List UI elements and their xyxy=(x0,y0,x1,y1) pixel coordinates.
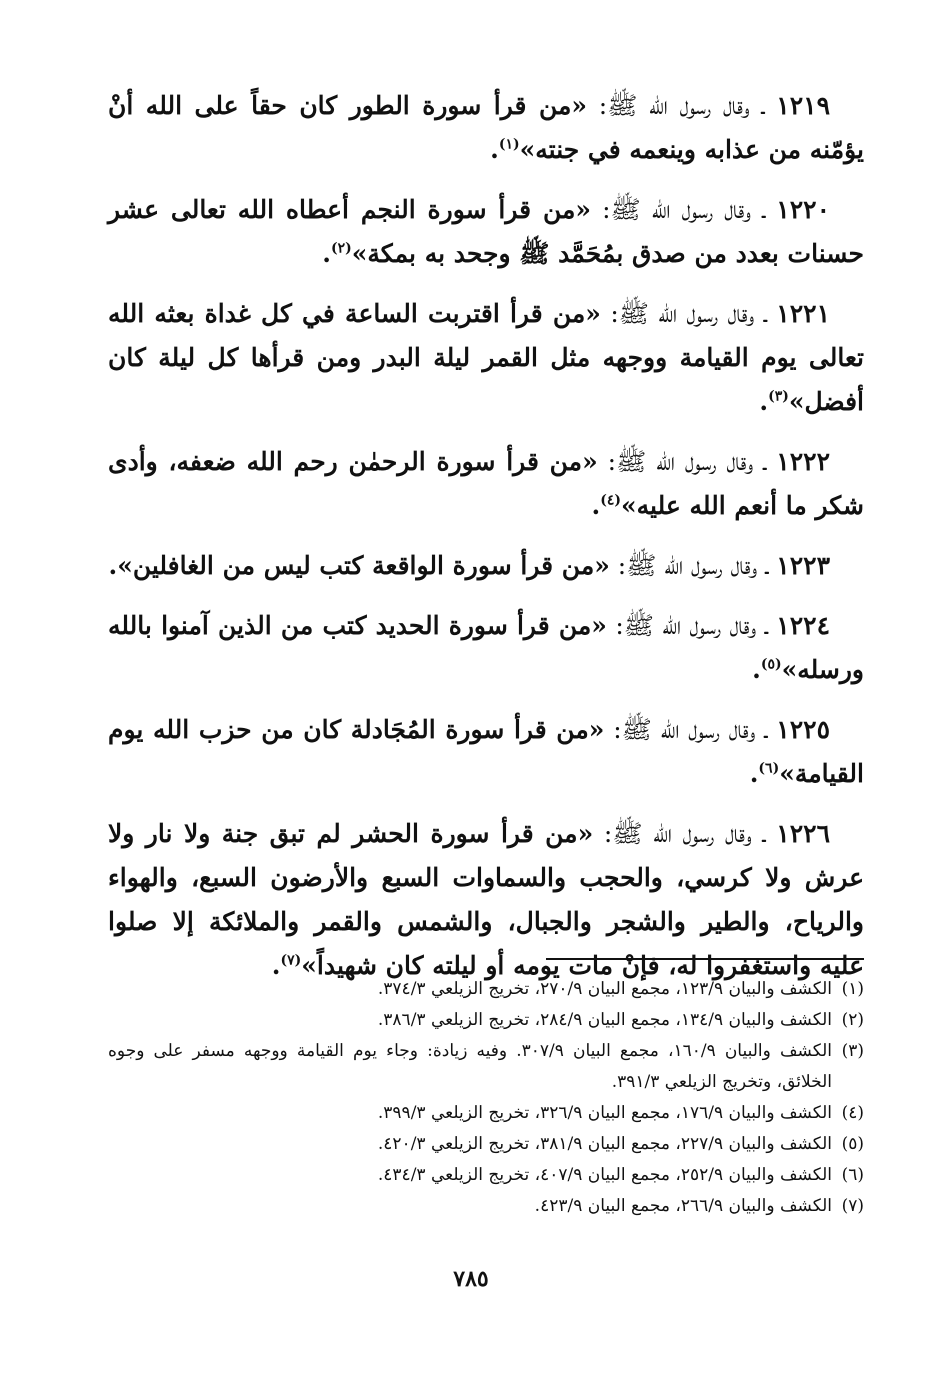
hadith-text: «من قرأ سورة الحشر لم تبق جنة ولا نار ولا عرش ولا كرسي، والحجب والسماوات السبع والأرضون السبع، والهواء والرياح، والطير والشجر والجبال، والشمس والقمر والملائكة إلا صلوا عليه واستغفروا له، فإنْ مات يومه أو ليلته كان شهيداً» xyxy=(108,819,864,980)
hadith-number: ١٢٢٢ xyxy=(776,447,830,476)
hadith-intro: ـ وقال رسول اللّه ﷺ: xyxy=(604,715,777,744)
hadith-end: . xyxy=(759,387,769,416)
footnote-text: الكشف والبيان ١٧٦/٩، مجمع البيان ٣٢٦/٩، تخريج الزيلعي ٣٩٩/٣. xyxy=(377,1103,832,1123)
footnote-reference: (٧) xyxy=(280,952,302,969)
footnote-text: الكشف والبيان ١٦٠/٩، مجمع البيان ٣٠٧/٩. وفيه زيادة: وجاء يوم القيامة ووجهه مسفر على وجوه الخلائق، وتخريج الزيلعي ٣٩١/٣. xyxy=(108,1041,833,1092)
hadith-intro: ـ وقال رسول اللّه ﷺ: xyxy=(609,551,777,580)
hadith-text: «من قرأ سورة النجم أعطاه الله تعالى عشر حسنات بعدد من صدق بمُحَمَّد ﷺ وجحد به بمكة» xyxy=(108,195,864,268)
hadith-intro: ـ وقال رسول اللّه ﷺ: xyxy=(600,299,777,328)
hadith-number: ١٢٢٠ xyxy=(776,195,831,224)
hadith-1225 xyxy=(108,708,864,796)
footnote-text: الكشف والبيان ٢٢٧/٩، مجمع البيان ٣٨١/٩، تخريج الزيلعي ٤٢٠/٣. xyxy=(377,1134,832,1154)
footnote-text: الكشف والبيان ٢٥٢/٩، مجمع البيان ٤٠٧/٩، تخريج الزيلعي ٤٣٤/٣. xyxy=(377,1165,832,1185)
footnote-number: (٤) xyxy=(841,1103,864,1123)
footnote-reference: (٣) xyxy=(768,388,789,405)
footnote xyxy=(108,1098,864,1129)
footnote xyxy=(108,1036,864,1098)
footnote-reference: (٤) xyxy=(600,492,622,509)
footnotes xyxy=(108,974,864,1222)
footnote xyxy=(108,1005,864,1036)
footnote-divider xyxy=(546,958,864,960)
hadith-1223 xyxy=(108,544,864,588)
footnote-reference: (٥) xyxy=(760,656,782,673)
hadith-end: . xyxy=(108,551,118,580)
hadith-text: «من قرأ سورة الرحمٰن رحم الله ضعفه، وأدى شكر ما أنعم الله عليه» xyxy=(108,447,864,520)
hadith-end: . xyxy=(271,951,281,980)
footnote-number: (٦) xyxy=(841,1165,864,1185)
footnote-number: (٣) xyxy=(841,1041,864,1061)
hadith-text: «من قرأ اقتربت الساعة في كل غداة بعثه الله تعالى يوم القيامة ووجهه مثل القمر ليلة البدر ومن قرأها كل ليلة كان أفضل» xyxy=(108,299,864,416)
hadith-1220 xyxy=(108,188,864,276)
hadith-text: «من قرأ سورة الواقعة كتب ليس من الغافلين» xyxy=(117,551,610,580)
hadith-number: ١٢١٩ xyxy=(776,91,830,120)
hadith-1226 xyxy=(108,812,864,988)
footnote-number: (٢) xyxy=(841,1010,864,1030)
hadith-end: . xyxy=(490,135,499,164)
footnote xyxy=(108,1191,864,1222)
footnote-text: الكشف والبيان ٢٦٦/٩، مجمع البيان ٤٢٣/٩. xyxy=(534,1196,832,1216)
footnote-number: (٥) xyxy=(841,1134,864,1154)
hadith-1221 xyxy=(108,292,864,424)
footnote-text: الكشف والبيان ١٣٤/٩، مجمع البيان ٢٨٤/٩، تخريج الزيلعي ٣٨٦/٣. xyxy=(377,1010,832,1030)
hadith-number: ١٢٢٥ xyxy=(776,715,830,744)
footnote-reference: (٢) xyxy=(330,240,352,257)
hadith-number: ١٢٢٤ xyxy=(776,611,830,640)
hadith-1219 xyxy=(108,84,864,172)
footnote-number: (١) xyxy=(841,979,864,999)
hadith-1224 xyxy=(108,604,864,692)
hadith-end: . xyxy=(322,239,331,268)
footnote-reference: (١) xyxy=(498,136,520,153)
hadith-end: . xyxy=(752,655,761,684)
hadith-intro: ـ وقال رسول اللّه ﷺ: xyxy=(597,447,777,476)
footnote-text: الكشف والبيان ١٢٣/٩، مجمع البيان ٢٧٠/٩، تخريج الزيلعي ٣٧٤/٣. xyxy=(377,979,832,999)
footnote xyxy=(108,1129,864,1160)
footnote xyxy=(108,974,864,1005)
hadith-intro: ـ وقال رسول اللّه ﷺ: xyxy=(593,819,777,848)
hadith-number: ١٢٢٦ xyxy=(776,819,830,848)
hadith-intro: ـ وقال رسول اللّه ﷺ: xyxy=(587,91,777,120)
hadith-text: «من قرأ سورة الطور كان حقاً على الله أنْ يؤمّنه من عذابه وينعمه في جنته» xyxy=(108,91,864,164)
hadith-end: . xyxy=(749,759,759,788)
footnote-reference: (٦) xyxy=(758,760,780,777)
hadith-intro: ـ وقال رسول اللّه ﷺ: xyxy=(606,611,777,640)
hadith-text: «من قرأ سورة الحديد كتب من الذين آمنوا بالله ورسله» xyxy=(108,611,864,684)
hadith-number: ١٢٢٣ xyxy=(776,551,830,580)
footnote-number: (٧) xyxy=(841,1196,864,1216)
hadith-text: «من قرأ سورة المُجَادلة كان من حزب الله يوم القيامة» xyxy=(108,715,864,788)
hadith-list xyxy=(108,84,864,1004)
page-number: ٧٨٥ xyxy=(453,1266,489,1292)
hadith-1222 xyxy=(108,440,864,528)
hadith-number: ١٢٢١ xyxy=(776,299,831,328)
hadith-intro: ـ وقال رسول اللّه ﷺ: xyxy=(591,195,777,224)
footnote xyxy=(108,1160,864,1191)
hadith-end: . xyxy=(591,491,601,520)
